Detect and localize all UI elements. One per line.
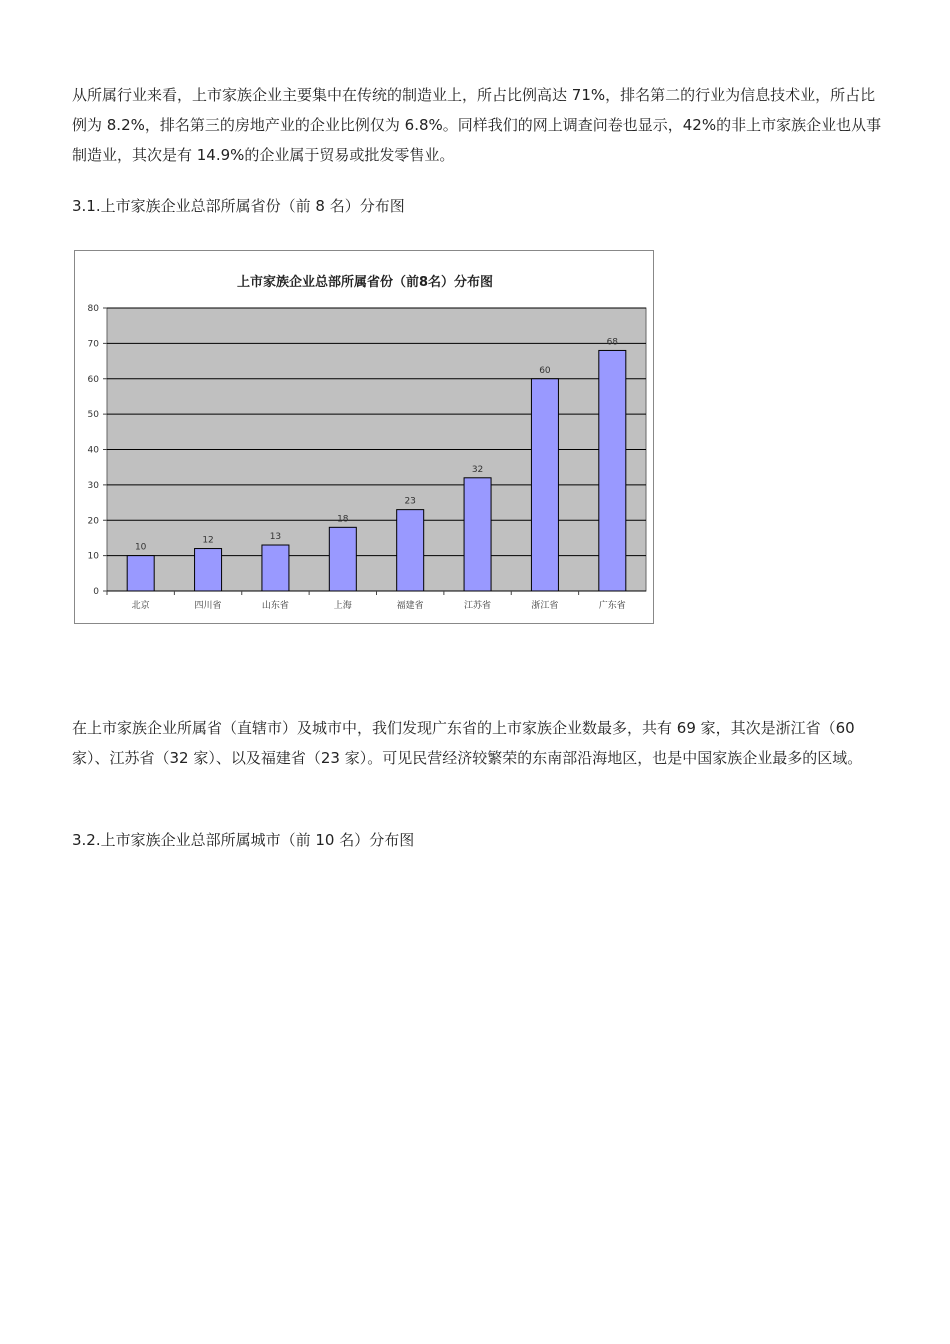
x-tick-label: 江苏省 [464,601,492,611]
bar-value-label: 60 [539,365,551,376]
y-tick-label: 40 [87,445,99,456]
x-tick-label: 北京 [131,601,150,611]
chart-canvas [75,251,653,623]
bar-2 [262,545,289,591]
y-tick-label: 20 [87,516,99,527]
bar-value-label: 68 [606,337,619,348]
x-tick-label: 浙江省 [531,601,559,611]
bar-4 [397,510,424,591]
bar-3 [329,527,356,591]
y-tick-label: 10 [87,551,99,562]
y-tick-label: 70 [87,339,99,350]
x-tick-label: 广东省 [598,601,626,611]
y-tick-label: 60 [87,374,99,385]
bar-value-label: 23 [404,496,416,507]
x-tick-label: 山东省 [261,601,289,611]
province-bar-chart [74,250,654,624]
y-tick-label: 30 [87,480,99,491]
bar-value-label: 12 [202,535,214,546]
x-tick-label: 福建省 [396,601,424,611]
x-tick-label: 四川省 [194,601,222,611]
bar-1 [195,549,222,591]
section-heading-3-1: 3.1.上市家族企业总部所属省份（前 8 名）分布图 [72,197,405,215]
y-tick-label: 80 [87,304,99,314]
bar-0 [127,556,154,591]
analysis-paragraph: 在上市家族企业所属省（直辖市）及城市中，我们发现广东省的上市家族企业数最多，共有 69 家，其次是浙江省（60 家）、江苏省（32 家）、以及福建省（23 家）。可见民营经济较繁荣的东南部沿海地区，也是中国家族企业最多的区域。 [72,719,863,767]
y-tick-label: 50 [87,410,99,421]
bar-6 [531,379,558,591]
bar-value-label: 13 [269,532,282,543]
bar-value-label: 18 [337,514,349,525]
section-heading-3-2: 3.2.上市家族企业总部所属城市（前 10 名）分布图 [72,831,415,849]
intro-paragraph: 从所属行业来看，上市家族企业主要集中在传统的制造业上，所占比例高达 71%，排名第二的行业为信息技术业，所占比例为 8.2%，排名第三的房地产业的企业比例仅为 6.8%。同样我们的网上调查问卷也显示，42%的非上市家族企业也从事制造业，其次是有 14.9%的企业属于贸易或批发零售业。 [72,86,882,164]
y-tick-label: 0 [93,587,99,597]
bar-value-label: 32 [471,464,484,475]
x-tick-label: 上海 [333,601,352,611]
bar-value-label: 10 [134,542,147,553]
plot-area [88,304,646,611]
chart-title: 上市家族企业总部所属省份（前8名）分布图 [236,275,494,290]
bar-5 [464,478,491,591]
bar-7 [599,350,626,591]
